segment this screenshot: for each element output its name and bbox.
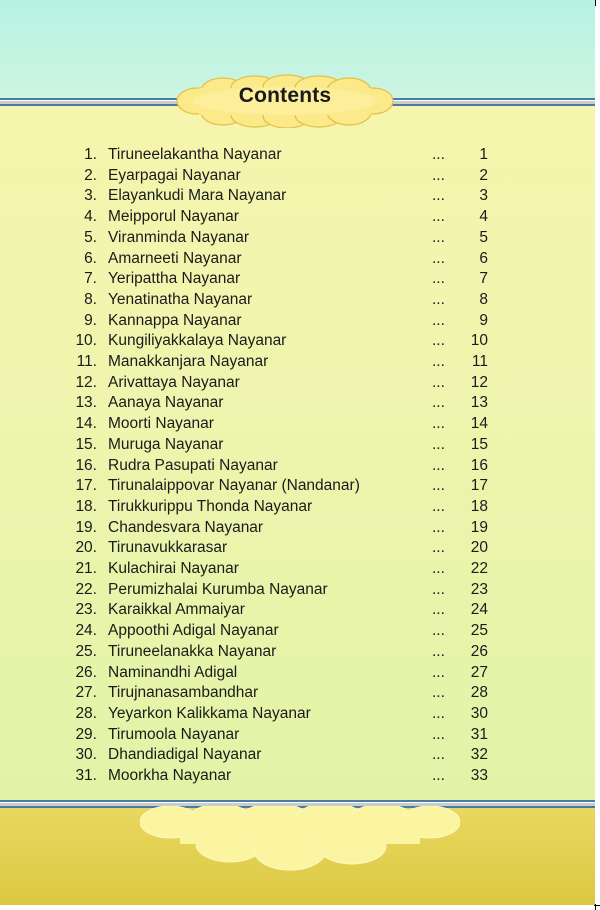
toc-entry — [0, 227, 595, 248]
toc-entry-number: 27. — [75, 684, 97, 702]
toc-entry-leader: ... — [432, 373, 445, 391]
toc-entry-number: 17. — [75, 477, 97, 495]
toc-entry — [0, 558, 595, 579]
toc-entry-leader: ... — [432, 601, 445, 619]
toc-entry-title: Eyarpagai Nayanar — [108, 166, 241, 184]
toc-entry-title: Kungiliyakkalaya Nayanar — [108, 332, 287, 350]
toc-entry-page: 26 — [470, 642, 488, 660]
toc-entry-title: Chandesvara Nayanar — [108, 518, 264, 536]
toc-entry — [0, 268, 595, 289]
toc-entry-page: 6 — [479, 249, 488, 267]
toc-entry-leader: ... — [432, 353, 445, 370]
toc-entry-title: Appoothi Adigal Nayanar — [108, 622, 279, 640]
toc-entry-number: 24. — [75, 622, 97, 640]
toc-entry-leader: ... — [432, 249, 445, 267]
toc-entry — [0, 185, 595, 206]
toc-entry-leader: ... — [432, 663, 445, 681]
toc-entry-page: 13 — [470, 394, 488, 412]
toc-entry-page: 33 — [470, 767, 488, 784]
toc-entry — [0, 310, 595, 331]
toc-entry-leader: ... — [432, 166, 445, 184]
toc-entry-number: 2. — [84, 166, 97, 184]
toc-entry-leader: ... — [432, 725, 445, 743]
toc-entry-page: 11 — [471, 353, 488, 370]
toc-entry-page: 28 — [470, 684, 488, 702]
toc-entry-title: Arivattaya Nayanar — [108, 373, 240, 391]
toc-entry-number: 15. — [75, 435, 97, 453]
toc-entry-number: 29. — [75, 725, 97, 743]
toc-entry-number: 30. — [75, 746, 97, 764]
toc-entry-number: 10. — [75, 332, 97, 350]
toc-entry — [0, 682, 595, 703]
toc-entry-number: 21. — [75, 560, 97, 577]
toc-entry — [0, 144, 595, 165]
toc-entry — [0, 392, 595, 413]
toc-entry-title: Moorkha Nayanar — [108, 767, 232, 784]
toc-entry-page: 7 — [479, 270, 488, 288]
toc-entry-title: Moorti Nayanar — [108, 415, 214, 433]
crop-mark — [595, 904, 596, 910]
toc-entry-page: 4 — [479, 208, 488, 226]
toc-entry-number: 4. — [84, 208, 97, 226]
toc-entry-leader: ... — [432, 311, 445, 329]
toc-entry-number: 14. — [75, 415, 97, 433]
toc-entry-number: 8. — [84, 290, 97, 308]
toc-entry-leader: ... — [432, 187, 445, 205]
toc-entry-page: 20 — [470, 539, 488, 557]
toc-entry-number: 9. — [84, 311, 97, 329]
toc-entry — [0, 579, 595, 600]
toc-entry-leader: ... — [432, 394, 445, 412]
toc-entry — [0, 641, 595, 662]
toc-entry-title: Tirumoola Nayanar — [108, 725, 240, 743]
toc-entry-title: Manakkanjara Nayanar — [108, 353, 269, 370]
toc-entry-page: 10 — [470, 332, 488, 350]
toc-entry-title: Yeripattha Nayanar — [108, 270, 241, 288]
toc-entry — [0, 434, 595, 455]
toc-entry-number: 11. — [76, 353, 97, 370]
toc-entry-page: 12 — [470, 373, 488, 391]
toc-entry-page: 8 — [479, 290, 488, 308]
toc-entry-title: Tirunalaippovar Nayanar (Nandanar) — [108, 477, 360, 495]
toc-entry-title: Naminandhi Adigal — [108, 663, 238, 681]
toc-entry — [0, 248, 595, 269]
toc-entry-leader: ... — [432, 146, 445, 163]
toc-entry-leader: ... — [432, 208, 445, 226]
toc-entry-page: 22 — [470, 560, 488, 577]
toc-entry-page: 23 — [470, 580, 488, 598]
toc-entry-title: Rudra Pasupati Nayanar — [108, 456, 278, 474]
toc-entry-number: 22. — [75, 580, 97, 598]
toc-entry-leader: ... — [432, 435, 445, 453]
toc-entry-number: 20. — [75, 539, 97, 557]
toc-entry — [0, 206, 595, 227]
toc-entry — [0, 724, 595, 745]
toc-entry-leader: ... — [432, 456, 445, 474]
toc-entry-number: 19. — [75, 518, 97, 536]
toc-entry-leader: ... — [432, 270, 445, 288]
toc-entry-title: Yenatinatha Nayanar — [108, 290, 253, 308]
page-title: Contents — [238, 84, 332, 107]
toc-entry-leader: ... — [432, 642, 445, 660]
toc-entry — [0, 372, 595, 393]
toc-entry-title: Muruga Nayanar — [108, 435, 224, 453]
toc-entry-title: Viranminda Nayanar — [108, 228, 250, 246]
toc-entry-page: 30 — [470, 704, 488, 722]
toc-entry — [0, 330, 595, 351]
toc-entry — [0, 475, 595, 496]
toc-entry-leader: ... — [432, 518, 445, 536]
toc-entry-page: 2 — [479, 166, 488, 184]
toc-entry — [0, 599, 595, 620]
crop-mark — [595, 0, 596, 6]
toc-entry-leader: ... — [432, 746, 445, 764]
toc-entry-leader: ... — [432, 497, 445, 515]
toc-entry-page: 16 — [470, 456, 488, 474]
toc-entry-title: Tirunavukkarasar — [108, 539, 228, 557]
toc-entry-number: 6. — [84, 249, 97, 267]
toc-entry-leader: ... — [432, 228, 445, 246]
toc-entry — [0, 517, 595, 538]
toc-entry-page: 1 — [479, 146, 488, 163]
toc-entry-title: Aanaya Nayanar — [108, 394, 224, 412]
toc-entry-number: 7. — [84, 270, 97, 288]
toc-entry-number: 31. — [75, 767, 97, 784]
toc-entry-number: 23. — [75, 601, 97, 619]
toc-entry-leader: ... — [432, 622, 445, 640]
toc-entry-title: Dhandiadigal Nayanar — [108, 746, 262, 764]
toc-entry-number: 5. — [84, 228, 97, 246]
toc-entry-number: 26. — [75, 663, 97, 681]
toc-entry-title: Perumizhalai Kurumba Nayanar — [108, 580, 328, 598]
toc-entry-number: 13. — [75, 394, 97, 412]
toc-entry-page: 9 — [479, 311, 488, 329]
toc-entry-title: Amarneeti Nayanar — [108, 249, 242, 267]
toc-entry-number: 28. — [75, 704, 97, 722]
toc-entry — [0, 620, 595, 641]
toc-entry-number: 25. — [75, 642, 97, 660]
toc-entry-title: Elayankudi Mara Nayanar — [108, 187, 287, 205]
toc-entry — [0, 413, 595, 434]
toc-entry-page: 18 — [470, 497, 488, 515]
toc-entry-leader: ... — [432, 415, 445, 433]
toc-entry — [0, 289, 595, 310]
toc-entry-page: 25 — [470, 622, 488, 640]
toc-entry — [0, 165, 595, 186]
toc-entry — [0, 537, 595, 558]
toc-entry-title: Kulachirai Nayanar — [108, 560, 239, 577]
toc-entry-leader: ... — [432, 580, 445, 598]
toc-entry-title: Kannappa Nayanar — [108, 311, 242, 329]
toc-entry-page: 5 — [479, 228, 488, 246]
toc-entry-page: 19 — [470, 518, 488, 536]
toc-entry-leader: ... — [432, 704, 445, 722]
toc-entry-leader: ... — [432, 684, 445, 702]
toc-entry-page: 31 — [470, 725, 488, 743]
toc-entry-title: Tiruneelakantha Nayanar — [108, 146, 282, 163]
toc-entry-page: 3 — [479, 187, 488, 205]
toc-entry-number: 16. — [75, 456, 97, 474]
toc-entry-leader: ... — [432, 539, 445, 557]
toc-entry-title: Tirujnanasambandhar — [108, 684, 259, 702]
toc-entry-page: 15 — [470, 435, 488, 453]
toc-entry-leader: ... — [432, 560, 445, 577]
toc-entry-number: 3. — [84, 187, 97, 205]
toc-entry-title: Tirukkurippu Thonda Nayanar — [108, 497, 313, 515]
toc-entry-number: 18. — [75, 497, 97, 515]
toc-entry-title: Yeyarkon Kalikkama Nayanar — [108, 704, 311, 722]
footer-cloud-shape — [140, 806, 460, 876]
toc-entry-page: 27 — [470, 663, 488, 681]
toc-entry — [0, 744, 595, 765]
toc-entry-leader: ... — [432, 290, 445, 308]
toc-entry-number: 1. — [84, 146, 97, 163]
toc-entry-page: 32 — [470, 746, 488, 764]
toc-entry — [0, 455, 595, 476]
toc-entry-title: Karaikkal Ammaiyar — [108, 601, 245, 619]
toc-entry — [0, 703, 595, 724]
footer-rule-top — [0, 800, 595, 802]
toc-entry-page: 17 — [470, 477, 488, 495]
toc-entry — [0, 662, 595, 683]
toc-entry-page: 24 — [470, 601, 488, 619]
toc-entry-number: 12. — [75, 373, 97, 391]
toc-entry-page: 14 — [470, 415, 488, 433]
toc-entry — [0, 765, 595, 786]
toc-entry — [0, 351, 595, 372]
toc-entry-leader: ... — [432, 477, 445, 495]
toc-entry-leader: ... — [432, 767, 445, 784]
toc-entry — [0, 496, 595, 517]
toc-entry-title: Tiruneelanakka Nayanar — [108, 642, 277, 660]
toc-entry-leader: ... — [432, 332, 445, 350]
toc-entry-title: Meipporul Nayanar — [108, 208, 239, 226]
